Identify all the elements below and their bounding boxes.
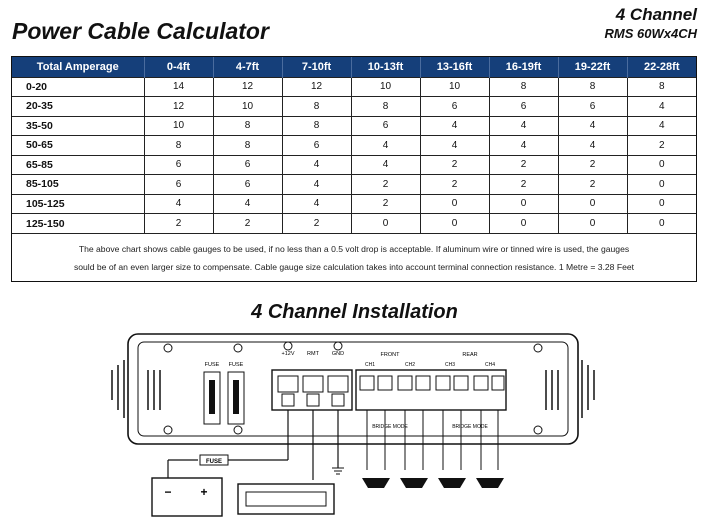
gauge-cell: 4 <box>489 116 558 136</box>
gauge-cell: 2 <box>213 214 282 234</box>
column-header-distance: 0-4ft <box>144 57 213 77</box>
installation-title: 4 Channel Installation <box>251 301 458 323</box>
gauge-cell: 6 <box>213 155 282 175</box>
gauge-cell: 2 <box>144 214 213 234</box>
gauge-cell: 8 <box>489 77 558 97</box>
gauge-cell: 6 <box>489 97 558 117</box>
column-header-distance: 10-13ft <box>351 57 420 77</box>
gauge-cell: 8 <box>627 77 696 97</box>
table-row <box>12 175 696 195</box>
ch1-label: CH1 <box>364 362 376 368</box>
table-row <box>12 194 696 214</box>
gauge-cell: 4 <box>282 175 351 195</box>
gauge-cell: 6 <box>558 97 627 117</box>
gauge-cell: 8 <box>144 136 213 156</box>
gauge-cell: 8 <box>282 116 351 136</box>
amperage-cell: 85-105 <box>12 175 144 195</box>
ch2-label: CH2 <box>404 362 416 368</box>
gauge-cell: 8 <box>282 97 351 117</box>
amperage-cell: 20-35 <box>12 97 144 117</box>
gauge-cell: 4 <box>351 155 420 175</box>
gnd-label: GND <box>331 351 345 357</box>
speakers <box>362 478 504 488</box>
fuse-1 <box>209 380 215 414</box>
gauge-cell: 2 <box>420 175 489 195</box>
gauge-cell: 0 <box>489 214 558 234</box>
front-label: FRONT <box>380 352 400 358</box>
column-header-distance: 13-16ft <box>420 57 489 77</box>
gauge-cell: 10 <box>351 77 420 97</box>
gauge-cell: 12 <box>213 77 282 97</box>
battery-positive-symbol: + <box>200 485 208 499</box>
table-header-row <box>12 57 696 77</box>
amperage-cell: 35-50 <box>12 116 144 136</box>
page-title: Power Cable Calculator <box>12 18 269 44</box>
gauge-cell: 2 <box>351 194 420 214</box>
gauge-cell: 0 <box>420 214 489 234</box>
gauge-cell: 4 <box>144 194 213 214</box>
ground-symbol <box>332 468 344 474</box>
bridge-mode-label-2: BRIDGE MODE <box>452 424 488 430</box>
gauge-cell: 4 <box>282 155 351 175</box>
battery-negative-symbol: − <box>164 485 172 499</box>
gauge-cell: 10 <box>144 116 213 136</box>
gauge-cell: 8 <box>351 97 420 117</box>
column-header-distance: 4-7ft <box>213 57 282 77</box>
installation-diagram <box>108 330 598 520</box>
gauge-cell: 0 <box>627 175 696 195</box>
gauge-cell: 8 <box>558 77 627 97</box>
battery <box>152 478 222 516</box>
gauge-cell: 4 <box>420 116 489 136</box>
table-row <box>12 116 696 136</box>
rms-label: RMS 60Wx4CH <box>604 26 697 41</box>
gauge-cell: 4 <box>489 136 558 156</box>
gauge-cell: 0 <box>420 194 489 214</box>
note-line-2: sould be of an even larger size to compensate. Cable gauge size calculation takes into account terminal connection resistance. 1 Metre = 3.28 Feet <box>73 262 635 272</box>
fuse-label-2: FUSE <box>228 362 244 368</box>
gauge-cell: 2 <box>420 155 489 175</box>
gauge-cell: 2 <box>282 214 351 234</box>
bridge-mode-label-1: BRIDGE MODE <box>372 424 408 430</box>
gauge-cell: 2 <box>489 155 558 175</box>
gauge-cell: 6 <box>144 175 213 195</box>
column-header-distance: 7-10ft <box>282 57 351 77</box>
gauge-cell: 4 <box>420 136 489 156</box>
cable-gauge-table <box>11 56 697 282</box>
amperage-cell: 0-20 <box>12 77 144 97</box>
gauge-cell: 0 <box>627 155 696 175</box>
fuse-2 <box>233 380 239 414</box>
gauge-cell: 6 <box>282 136 351 156</box>
gauge-cell: 12 <box>282 77 351 97</box>
table-row <box>12 155 696 175</box>
power-terminals <box>278 376 348 406</box>
gauge-cell: 2 <box>489 175 558 195</box>
gauge-cell: 2 <box>558 175 627 195</box>
gauge-cell: 0 <box>627 194 696 214</box>
table-row <box>12 214 696 234</box>
gauge-cell: 14 <box>144 77 213 97</box>
plus-12v-label: +12V <box>281 351 295 357</box>
amplifier-body <box>128 334 578 444</box>
amperage-cell: 65-85 <box>12 155 144 175</box>
gauge-cell: 4 <box>213 194 282 214</box>
gauge-cell: 4 <box>627 116 696 136</box>
amperage-cell: 50-65 <box>12 136 144 156</box>
gauge-cell: 4 <box>627 97 696 117</box>
column-header-distance: 19-22ft <box>558 57 627 77</box>
rmt-label: RMT <box>307 351 319 357</box>
gauge-cell: 0 <box>627 214 696 234</box>
gauge-cell: 8 <box>213 136 282 156</box>
table-row <box>12 77 696 97</box>
gauge-cell: 4 <box>282 194 351 214</box>
gauge-cell: 0 <box>351 214 420 234</box>
gauge-cell: 2 <box>627 136 696 156</box>
amperage-cell: 105-125 <box>12 194 144 214</box>
inline-fuse-label: FUSE <box>205 459 223 465</box>
gauge-cell: 8 <box>213 116 282 136</box>
gauge-cell: 4 <box>351 136 420 156</box>
gauge-cell: 2 <box>351 175 420 195</box>
head-unit-display <box>246 492 326 506</box>
note-line-1: The above chart shows cable gauges to be used, if no less than a 0.5 volt drop is acceptable. If aluminum wire or tinned wire is used, the gauges <box>78 244 630 254</box>
ch4-label: CH4 <box>484 362 496 368</box>
table-body <box>12 77 696 233</box>
gauge-cell: 0 <box>489 194 558 214</box>
gauge-cell: 6 <box>420 97 489 117</box>
gauge-cell: 10 <box>213 97 282 117</box>
gauge-cell: 2 <box>558 155 627 175</box>
column-header-distance: 22-28ft <box>627 57 696 77</box>
gauge-cell: 6 <box>351 116 420 136</box>
gauge-cell: 12 <box>144 97 213 117</box>
gauge-cell: 6 <box>213 175 282 195</box>
rear-label: REAR <box>462 352 478 358</box>
gauge-cell: 6 <box>144 155 213 175</box>
gauge-cell: 0 <box>558 214 627 234</box>
fuse-label-1: FUSE <box>204 362 220 368</box>
amperage-cell: 125-150 <box>12 214 144 234</box>
gauge-cell: 10 <box>420 77 489 97</box>
gauge-cell: 4 <box>558 116 627 136</box>
ch3-label: CH3 <box>444 362 456 368</box>
table-row <box>12 136 696 156</box>
gauge-cell: 4 <box>558 136 627 156</box>
gauge-cell: 0 <box>558 194 627 214</box>
table-row <box>12 97 696 117</box>
table-note <box>12 233 696 281</box>
channel-label: 4 Channel <box>615 5 697 24</box>
column-header-total-amperage: Total Amperage <box>12 57 144 77</box>
column-header-distance: 16-19ft <box>489 57 558 77</box>
